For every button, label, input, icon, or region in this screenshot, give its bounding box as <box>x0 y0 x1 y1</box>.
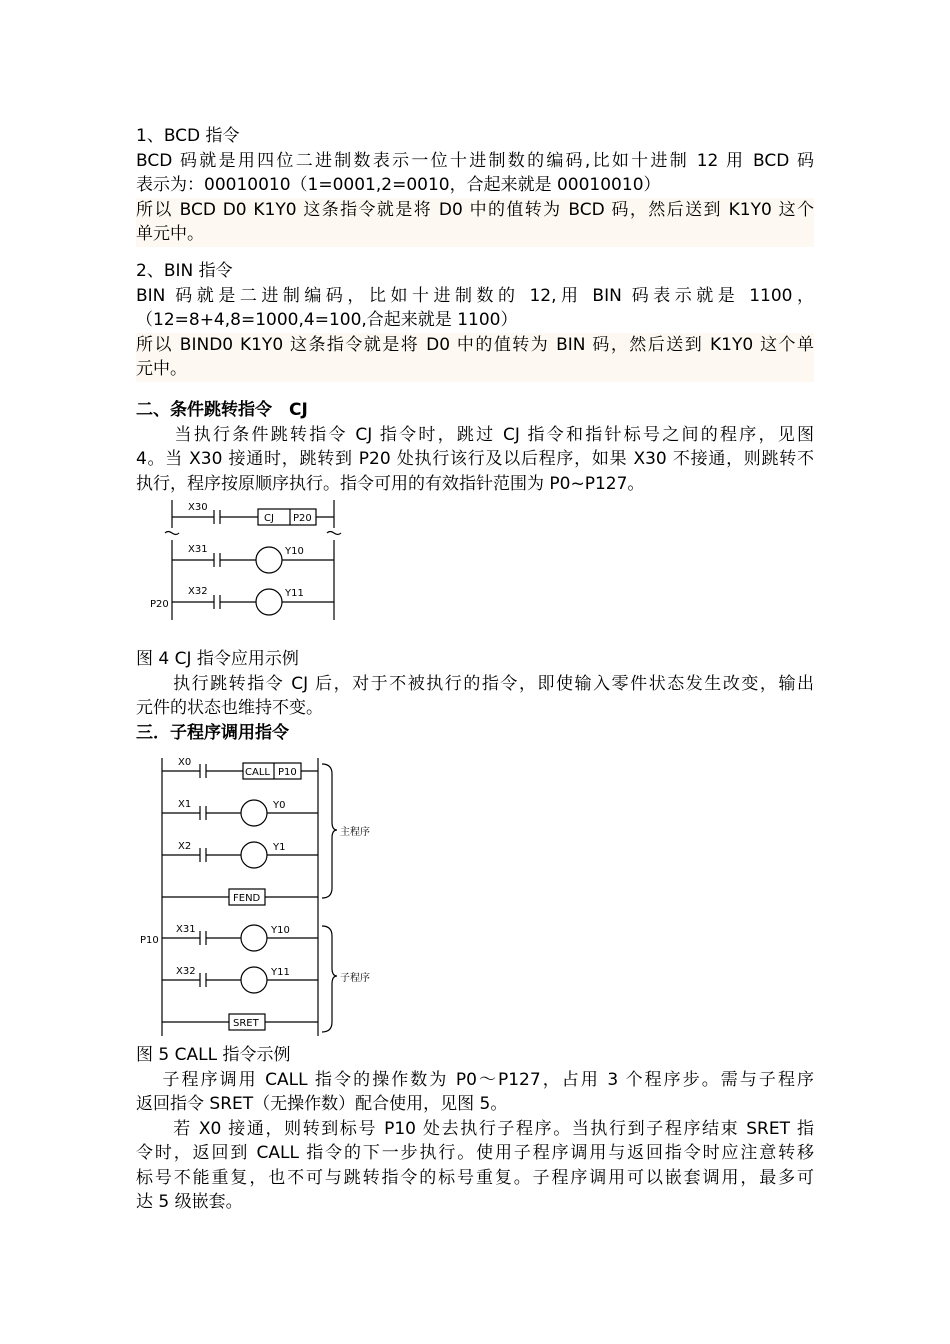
call-x0-label: X0 <box>178 757 192 768</box>
cj-line-1: 当执行条件跳转指令 CJ 指令时，跳过 CJ 指令和指针标号之间的程序，见图 <box>136 424 814 445</box>
bin-line-2: （12=8+4,8=1000,4=100,合起来就是 1100） <box>136 310 518 330</box>
call-instruction: CALL <box>245 767 270 778</box>
call-x2-label: X2 <box>178 841 192 852</box>
cj-heading: 二、条件跳转指令 CJ <box>136 400 308 420</box>
figure-5-caption: 图 5 CALL 指令示例 <box>136 1045 291 1065</box>
bin-line-3: 所以 BIND0 K1Y0 这条指令就是将 D0 中的值转为 BIN 码，然后送到 K1Y0 这个单 <box>136 333 814 358</box>
call-p1-line-1: 子程序调用 CALL 指令的操作数为 P0～P127，占用 3 个程序步。需与子程序 <box>136 1069 814 1090</box>
cj-instruction: CJ <box>264 513 274 524</box>
cj-after-2: 元件的状态也维持不变。 <box>136 698 323 718</box>
call-text-block <box>136 1043 814 1215</box>
cj-line-2: 4。当 X30 接通时，跳转到 P20 处执行该行及以后程序，如果 X30 不接通，则跳转不 <box>136 449 814 469</box>
bcd-section <box>136 124 814 247</box>
cj-x31-label: X31 <box>188 544 208 555</box>
call-p2-line-3: 标号不能重复，也不可与跳转指令的标号重复。子程序调用可以嵌套调用，最多可 <box>136 1167 814 1188</box>
subroutine-brace <box>322 926 337 1032</box>
call-y11-label: Y11 <box>271 967 290 978</box>
cj-ladder-diagram <box>140 498 360 624</box>
call-p10-operand: P10 <box>278 767 297 778</box>
bcd-line-1: BCD 码就是用四位二进制数表示一位十进制数的编码,比如十进制 12 用 BCD 码 <box>136 150 814 171</box>
cj-caption-block <box>136 647 814 745</box>
call-heading: 三．子程序调用指令 <box>136 722 289 743</box>
cj-after-1: 执行跳转指令 CJ 后，对于不被执行的指令，即使输入零件状态发生改变，输出 <box>136 673 814 694</box>
cj-x30-label: X30 <box>188 502 208 513</box>
bin-line-1: BIN 码就是二进制编码，比如十进制数的 12,用 BIN 码表示就是 1100， <box>136 285 814 306</box>
call-sret: SRET <box>233 1018 259 1029</box>
cj-y10-label: Y10 <box>285 546 304 557</box>
call-p2-line-4: 达 5 级嵌套。 <box>136 1192 243 1212</box>
cj-section <box>136 398 814 496</box>
call-p10-pointer: P10 <box>140 935 159 946</box>
bcd-line-3: 所以 BCD D0 K1Y0 这条指令就是将 D0 中的值转为 BCD 码，然后送到 K1Y0 这个 <box>136 198 814 223</box>
bin-section <box>136 259 814 382</box>
main-program-brace <box>322 764 337 898</box>
bcd-line-2: 表示为：00010010（1=0001,2=0010，合起来就是 00010010） <box>136 175 661 195</box>
call-x32-label: X32 <box>176 966 196 977</box>
main-program-label: 主程序 <box>340 827 370 838</box>
call-p2-line-2: 令时，返回到 CALL 指令的下一步执行。使用子程序调用与返回指令时应注意转移 <box>136 1143 814 1163</box>
call-p2-line-1: 若 X0 接通，则转到标号 P10 处去执行子程序。当执行到子程序结束 SRET 指 <box>136 1118 814 1139</box>
call-fend: FEND <box>233 893 261 904</box>
call-x1-label: X1 <box>178 799 192 810</box>
cj-x32-label: X32 <box>188 586 208 597</box>
bcd-heading: 1、BCD 指令 <box>136 126 240 146</box>
call-ladder-diagram <box>136 755 386 1040</box>
bin-line-4: 元中。 <box>136 357 814 382</box>
cj-line-3: 执行，程序按原顺序执行。指令可用的有效指针范围为 P0~P127。 <box>136 473 645 494</box>
subroutine-label: 子程序 <box>340 973 370 984</box>
call-y10-label: Y10 <box>271 925 290 936</box>
figure-4-caption: 图 4 CJ 指令应用示例 <box>136 649 299 669</box>
call-y1-label: Y1 <box>273 842 286 853</box>
call-y0-label: Y0 <box>273 800 286 811</box>
bcd-line-4: 单元中。 <box>136 222 814 247</box>
cj-y11-label: Y11 <box>285 588 304 599</box>
bin-heading: 2、BIN 指令 <box>136 261 233 281</box>
cj-p20-pointer: P20 <box>150 599 169 610</box>
call-x31-label: X31 <box>176 924 196 935</box>
call-p1-line-2: 返回指令 SRET（无操作数）配合使用，见图 5。 <box>136 1094 508 1114</box>
cj-p20-operand: P20 <box>293 513 312 524</box>
